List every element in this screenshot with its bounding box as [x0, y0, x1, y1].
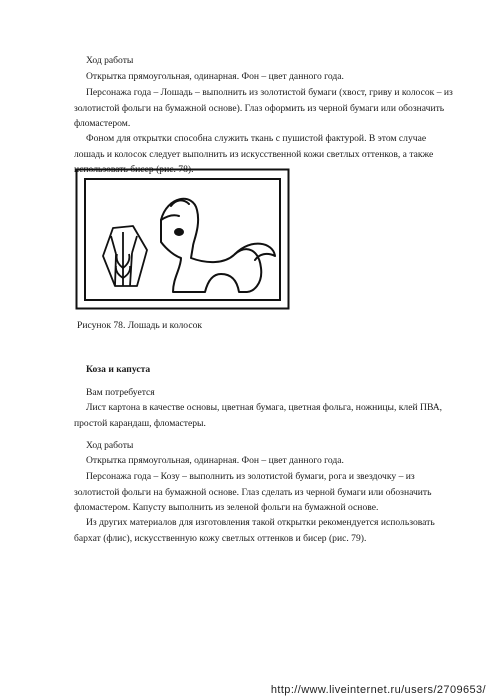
- paragraph-1-2: Персонажа года – Лошадь – выполнить из золотистой бумаги (хвост, гриву и колосок – из золотистой фольги на бумажной основе). Глаз оформить из черной бумаги или обозначить фломастером.: [74, 87, 453, 130]
- horse-shape: [161, 199, 275, 292]
- needs-text: Лист картона в качестве основы, цветная бумага, цветная фольга, ножницы, клей ПВА, простой карандаш, фломастеры.: [74, 402, 443, 429]
- source-url: http://www.liveinternet.ru/users/2709653/: [270, 684, 486, 696]
- needs-heading: Вам потребуется: [86, 387, 155, 398]
- paragraph-2-2: Персонажа года – Козу – выполнить из золотистой бумаги, рога и звездочку – из золотистой фольги на бумажной основе. Глаз сделать из черной бумаги или обозначить фломастером. Капусту выполнить из зеленой фольги на бумажной основе.: [74, 471, 432, 514]
- figure-caption: Рисунок 78. Лошадь и колосок: [77, 320, 203, 331]
- paragraph-2-1: Открытка прямоугольная, одинарная. Фон – цвет данного года.: [86, 455, 344, 466]
- figure-horse-and-spikelet: [75, 168, 290, 310]
- section-title: Коза и капуста: [86, 364, 151, 375]
- spikelet-shape: [103, 226, 147, 286]
- paragraph-1-1: Открытка прямоугольная, одинарная. Фон – цвет данного года.: [86, 71, 344, 82]
- workflow-heading-2: Ход работы: [86, 440, 134, 451]
- paragraph-1-3: Фоном для открытки способна служить ткань с пушистой фактурой. В этом случае лошадь и колосок следует выполнить из искусственной кожи светлых оттенков, а также использовать бисер (рис. 78).: [74, 133, 434, 176]
- paragraph-2-3: Из других материалов для изготовления такой открытки рекомендуется использовать бархат (флис), искусственную кожу светлых оттенков и бисер (рис. 79).: [74, 517, 435, 544]
- horse-spikelet-illustration: [75, 168, 290, 310]
- workflow-heading-1: Ход работы: [86, 55, 134, 66]
